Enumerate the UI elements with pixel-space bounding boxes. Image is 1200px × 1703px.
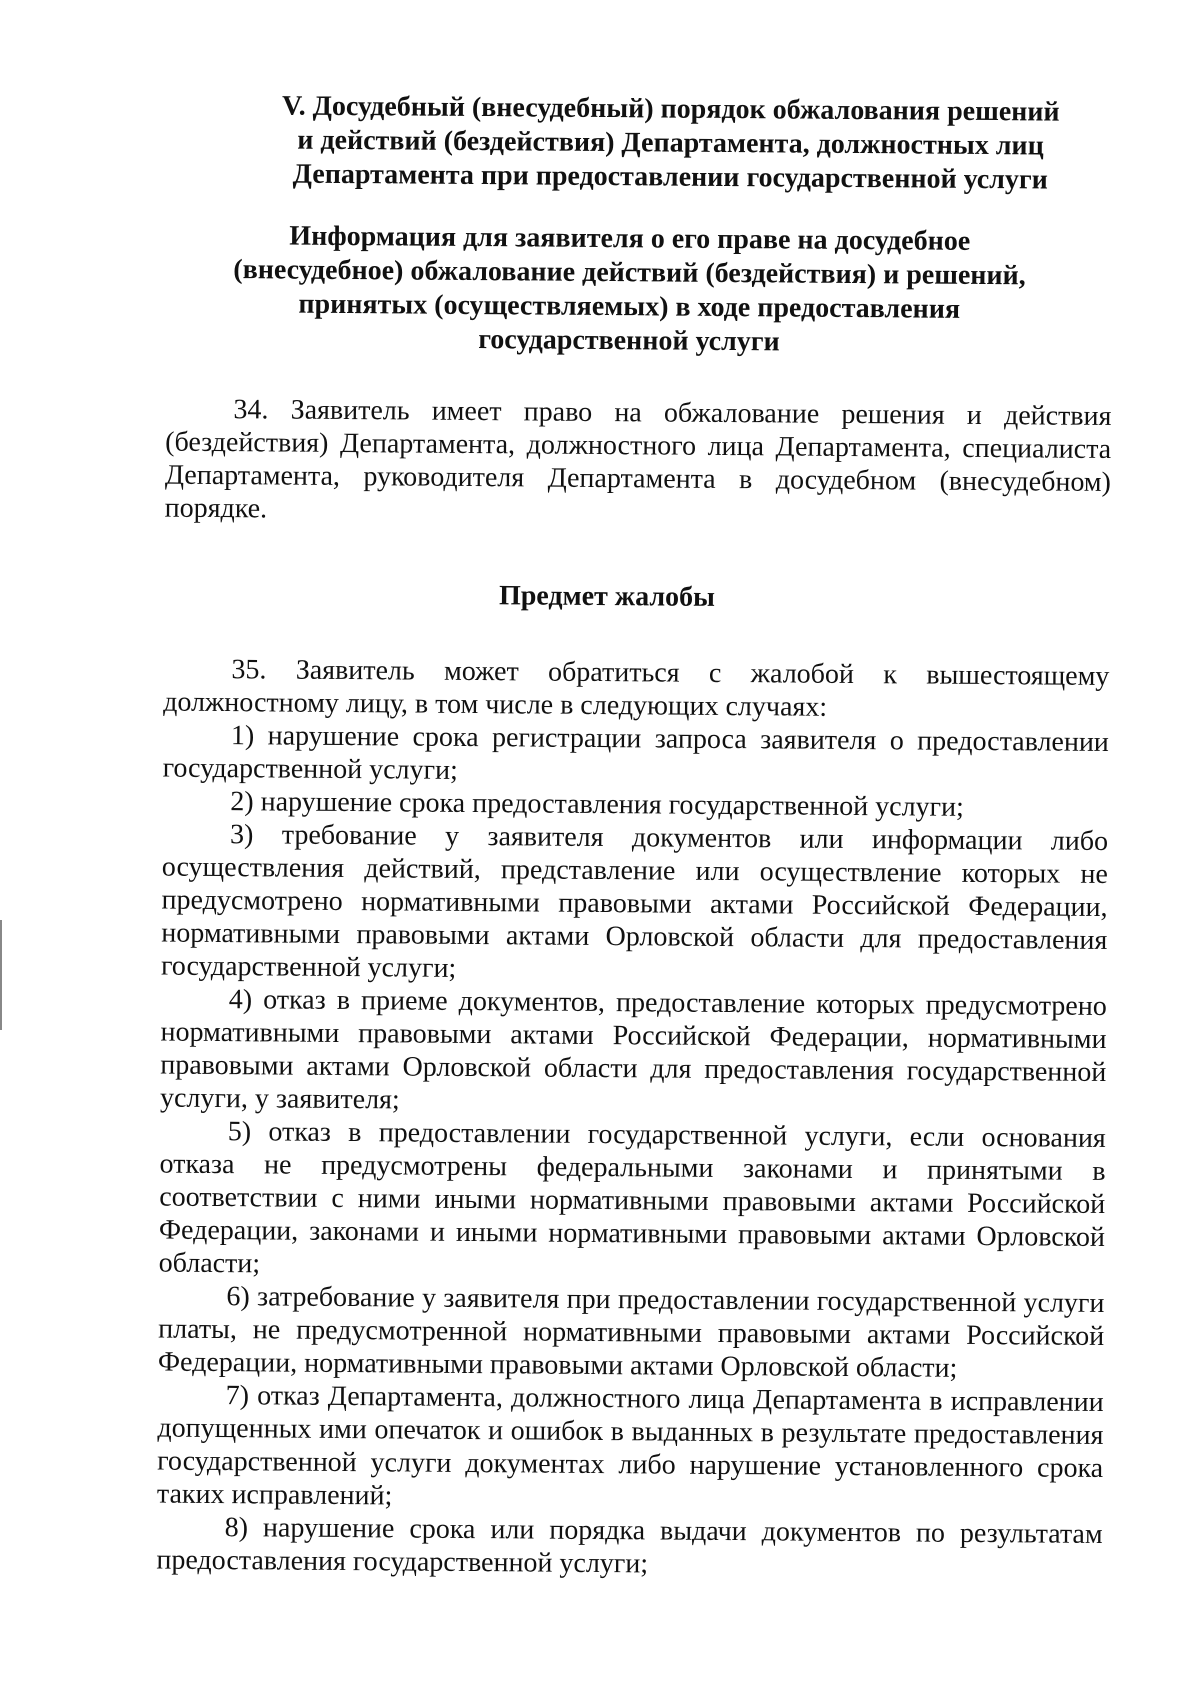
- section-title-line: V. Досудебный (внесудебный) порядок обжалования решений: [281, 90, 1060, 128]
- info-title-line: государственной услуги: [478, 324, 780, 358]
- list-item: 5) отказ в предоставлении государственной услуги, если основания отказа не предусмотрены федеральными законами и принятыми в соответствии с ними иными нормативными правовыми актами Российской Федерации, законами и иными нормативными правовыми актами Орловской области;: [158, 1116, 1106, 1280]
- section-title: [167, 89, 1114, 198]
- list-item: 1) нарушение срока регистрации запроса заявителя о предоставлении государственной услуги;: [162, 720, 1109, 786]
- list-item: 8) нарушение срока или порядка выдачи документов по результатам предоставления государственной услуги;: [156, 1512, 1103, 1580]
- section-title-line: Департамента при предоставлении государственной услуги: [292, 158, 1048, 196]
- paragraph-35: 35. Заявитель может обратиться с жалобой к вышестоящему должностному лицу, в том числе в следующих случаях:: [163, 654, 1110, 723]
- info-title-line: Информация для заявителя о его праве на досудебное: [289, 220, 971, 257]
- document-content: [156, 89, 1114, 1584]
- info-title-line: (внесудебное) обжалование действий (бездействия) и решений,: [233, 254, 1026, 292]
- paragraph-34: 34. Заявитель имеет право на обжалование решения и действия (бездействия) Департамента, должностного лица Департамента, специалиста Департамента, руководителя Департамента в досудебном (внесудебном) порядке.: [164, 394, 1112, 525]
- list-item: 6) затребование у заявителя при предоставлении государственной услуги платы, не предусмотренной нормативными правовыми актами Российской Федерации, нормативными правовыми актами Орловской области;: [157, 1281, 1105, 1384]
- list-item: 3) требование у заявителя документов или информации либо осуществления действий, представление или осуществление которых не предусмотрено нормативными правовыми актами Российской Федерации, нормативными правовыми актами Орловской области для предоставления государственной услуги;: [160, 819, 1109, 984]
- info-title-line: принятых (осуществляемых) в ходе предоставления: [298, 288, 961, 325]
- scan-edge-mark: [0, 920, 2, 1030]
- list-item: 4) отказ в приеме документов, предоставление которых предусмотрено нормативными правовыми актами Российской Федерации, нормативными правовыми актами Орловской области для предоставления государственной услуги, у заявителя;: [159, 984, 1107, 1116]
- section-title-line: и действий (бездействия) Департамента, должностных лиц: [297, 124, 1044, 162]
- list-item: 7) отказ Департамента, должностного лица Департамента в исправлении допущенных ими опечаток и ошибок в выданных в результате предоставления государственной услуги документах либо нарушение установленного срока таких исправлений;: [156, 1380, 1104, 1512]
- complaint-heading: Предмет жалобы: [498, 580, 716, 613]
- info-title: [166, 219, 1113, 362]
- list-item: 2) нарушение срока предоставления государственной услуги;: [230, 786, 964, 823]
